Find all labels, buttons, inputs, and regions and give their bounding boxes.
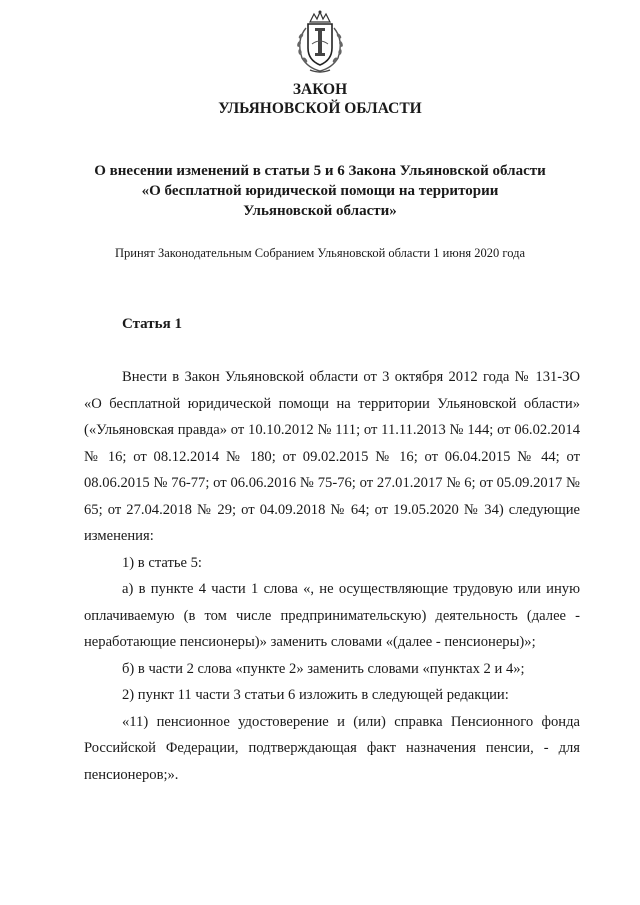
- article-body: [84, 364, 580, 788]
- doc-type: ЗАКОН: [292, 81, 348, 98]
- article-paragraph: Внести в Закон Ульяновской области от 3 октября 2012 года № 131-ЗО «О бесплатной юридической помощи на территории Ульяновской области» («Ульяновская правда» от 10.10.2012 № 111; от 11.11.2013 № 144; от 06.02.2014 № 16; от 08.12.2014 № 180; от 09.02.2015 № 16; от 06.04.2015 № 44; от 08.06.2015 № 76-77; от 06.06.2016 № 75-76; от 27.01.2017 № 6; от 05.09.2017 № 65; от 27.04.2018 № 29; от 04.09.2018 № 64; от 19.05.2020 № 34) следующие изменения:: [84, 369, 580, 544]
- law-title-line: Ульяновской области»: [243, 203, 397, 219]
- article-paragraph: «11) пенсионное удостоверение и (или) справка Пенсионного фонда Российской Федерации, подтверждающая факт назначения пенсии, - для пенсионеров;».: [84, 713, 580, 783]
- law-title: [40, 161, 600, 221]
- region-name: УЛЬЯНОВСКОЙ ОБЛАСТИ: [218, 100, 422, 117]
- adoption-note: Принят Законодательным Собранием Ульяновской области 1 июня 2020 года: [115, 246, 525, 260]
- law-title-line: «О бесплатной юридической помощи на территории: [141, 183, 499, 199]
- coat-of-arms-icon: [288, 8, 352, 76]
- article-paragraph: а) в пункте 4 части 1 слова «, не осуществляющие трудовую или иную оплачиваемую (в том числе предпринимательскую) деятельность (далее - неработающие пенсионеры)» заменить словами «(далее - пенсионеры)»;: [84, 581, 580, 650]
- article-paragraph: 1) в статье 5:: [122, 554, 202, 571]
- law-heading: [0, 80, 640, 118]
- article-paragraph: 2) пункт 11 части 3 статьи 6 изложить в следующей редакции:: [122, 687, 509, 703]
- law-title-line: О внесении изменений в статьи 5 и 6 Закона Ульяновской области: [94, 163, 546, 179]
- article-heading: Статья 1: [122, 316, 182, 332]
- article-paragraph: б) в части 2 слова «пункте 2» заменить словами «пунктах 2 и 4»;: [122, 660, 525, 677]
